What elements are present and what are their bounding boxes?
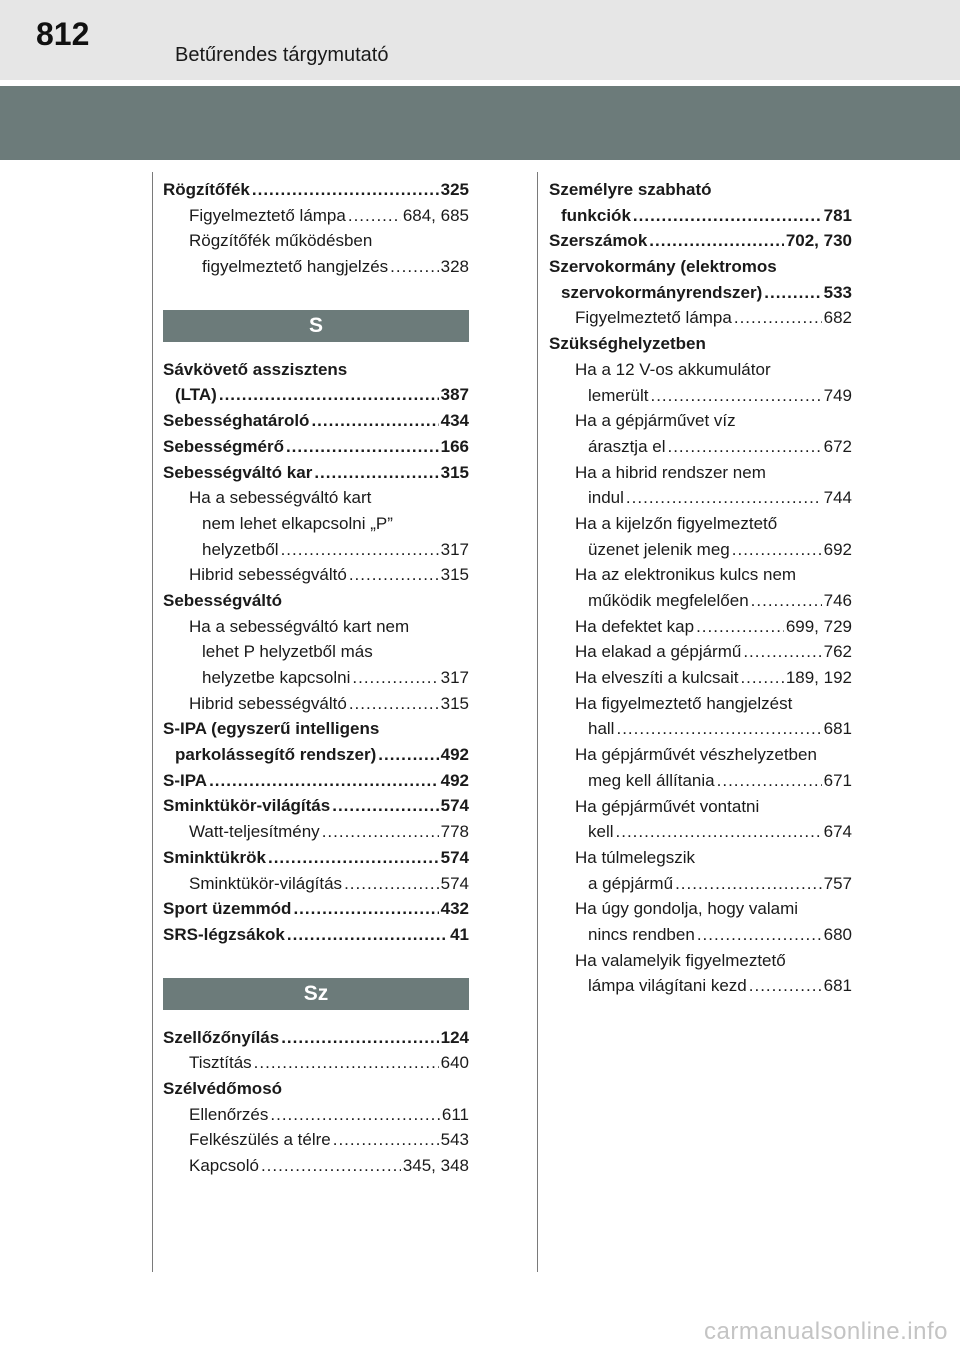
index-entry (549, 588, 852, 614)
watermark: carmanualsonline.info (704, 1318, 948, 1345)
entry-term: Sminktükör-világítás (189, 873, 343, 893)
entries-sz-continued (549, 177, 852, 999)
entry-term: Szervokormány (elektromos (549, 257, 777, 277)
entry-page-ref: 315 (440, 462, 469, 482)
entry-term: Szükséghelyzetben (549, 334, 706, 354)
entry-page-ref: 781 (823, 205, 852, 225)
entry-term: Ha a 12 V-os akkumulátor (575, 359, 771, 379)
index-entry (163, 793, 469, 819)
entry-page-ref: 345, 348 (402, 1156, 469, 1175)
dot-leader (254, 1050, 439, 1076)
dot-leader (675, 871, 822, 897)
entry-page-ref: 317 (440, 668, 469, 687)
index-entry (163, 1076, 469, 1102)
entry-term: Ha a sebességváltó kart nem (189, 616, 410, 636)
entry-term: Ha túlmelegszik (575, 847, 695, 867)
entry-term: Ha elakad a gépjármű (575, 642, 742, 662)
index-entry (549, 331, 852, 357)
index-entry (549, 922, 852, 948)
index-entry (163, 1025, 469, 1051)
entry-page-ref: 702, 730 (785, 231, 852, 251)
entry-term: szervokormányrendszer) (561, 282, 763, 302)
dot-leader (650, 383, 821, 409)
entry-page-ref: 744 (823, 488, 852, 508)
dot-leader (333, 1127, 439, 1153)
entry-page-ref: 387 (440, 385, 469, 405)
dot-leader (717, 768, 822, 794)
index-entry (163, 511, 469, 537)
entries-s (163, 357, 469, 948)
dot-leader (740, 665, 783, 691)
entry-page-ref: 574 (440, 796, 469, 816)
index-entry (163, 588, 469, 614)
entry-page-ref: 166 (440, 436, 469, 456)
entry-page-ref: 611 (441, 1104, 469, 1124)
entry-term: nem lehet elkapcsolni „P” (202, 513, 393, 533)
entry-term: Ha úgy gondolja, hogy valami (575, 899, 799, 919)
index-entry (549, 408, 852, 434)
entry-term: Ha a hibrid rendszer nem (575, 462, 766, 482)
index-entry (163, 691, 469, 717)
dot-leader (667, 434, 821, 460)
index-entry (163, 819, 469, 845)
entry-term: lámpa világítani kezd (588, 976, 747, 996)
entry-term: Ha a gépjárművet víz (575, 411, 736, 431)
entry-term: Ha gépjárművét vészhelyzetben (575, 745, 817, 765)
entry-term: Sminktükör-világítás (163, 796, 331, 816)
page-number: 812 (36, 16, 90, 52)
index-entry (163, 665, 469, 691)
entry-term: Sebességváltó kar (163, 462, 313, 482)
entry-page-ref: 328 (440, 257, 469, 277)
entry-term: Ha az elektronikus kulcs nem (575, 565, 797, 585)
entry-term: Sport üzemmód (163, 899, 292, 919)
dot-leader (270, 1102, 440, 1128)
entry-page-ref: 682 (823, 308, 852, 328)
entry-term: (LTA) (175, 385, 217, 405)
section-header-s: S (163, 310, 469, 342)
index-entry (549, 665, 852, 691)
index-entry (163, 254, 469, 280)
index-entry (549, 537, 852, 563)
index-entry (163, 1127, 469, 1153)
entry-term: Tisztítás (189, 1053, 252, 1073)
dot-leader (743, 639, 821, 665)
entry-term: Szerszámok (549, 231, 648, 251)
entry-term: meg kell állítania (588, 770, 715, 790)
entry-term: árasztja el (588, 436, 666, 456)
entry-term: lemerült (588, 385, 649, 405)
index-entry (163, 203, 469, 229)
entry-page-ref: 746 (823, 591, 852, 610)
entry-page-ref: 692 (823, 539, 852, 559)
entry-term: Sávkövető asszisztens (163, 359, 348, 379)
entry-term: Figyelmeztető lámpa (189, 205, 346, 225)
index-entry (549, 434, 852, 460)
dot-leader (633, 203, 822, 229)
dot-leader (616, 819, 822, 845)
dot-leader (749, 973, 822, 999)
index-entry (163, 871, 469, 897)
index-entry (163, 177, 469, 203)
dot-leader (352, 665, 438, 691)
dot-leader (349, 562, 439, 588)
entry-term: Sebességhatároló (163, 411, 310, 431)
dot-leader (348, 203, 401, 229)
index-entry (163, 614, 469, 640)
index-entry (549, 639, 852, 665)
entry-term: Rögzítőfék (163, 180, 250, 199)
index-entry (163, 716, 469, 742)
entry-term: S-IPA (egyszerű intelligens (163, 719, 380, 739)
index-entry (549, 716, 852, 742)
index-entry (163, 1102, 469, 1128)
index-entry (163, 896, 469, 922)
entry-page-ref: 543 (440, 1130, 469, 1150)
index-entry (549, 228, 852, 254)
entry-term: Ha elveszíti a kulcsait (575, 668, 739, 688)
entry-term: funkciók (561, 205, 631, 225)
dot-leader (626, 485, 822, 511)
index-entry (163, 357, 469, 383)
entry-term: működik megfelelően (588, 591, 749, 610)
entry-page-ref: 315 (440, 693, 469, 713)
entry-term: helyzetbe kapcsolni (202, 668, 351, 687)
index-entry (549, 562, 852, 588)
entry-term: lehet P helyzetből más (202, 642, 373, 662)
entry-page-ref: 315 (440, 565, 469, 585)
dot-leader (764, 280, 821, 306)
dot-leader (314, 460, 438, 486)
entry-page-ref: 434 (440, 411, 469, 431)
index-entry (549, 691, 852, 717)
entry-page-ref: 757 (823, 873, 852, 893)
entry-term: Ha a sebességváltó kart (189, 488, 372, 508)
entry-term: figyelmeztető hangjelzés (202, 257, 389, 277)
entry-term: indul (588, 488, 624, 508)
index-entry (549, 203, 852, 229)
index-entry (549, 357, 852, 383)
index-entry (549, 383, 852, 409)
index-entry (163, 408, 469, 434)
index-entry (549, 948, 852, 974)
section-header-sz: Sz (163, 978, 469, 1010)
entry-term: hall (588, 719, 615, 739)
index-entry (163, 922, 469, 948)
entry-term: Ha figyelmeztető hangjelzést (575, 693, 793, 713)
index-entry (549, 871, 852, 897)
entry-page-ref: 432 (440, 899, 469, 919)
column-divider-left (152, 172, 153, 1272)
entry-term: Rögzítőfék működésben (189, 231, 373, 251)
entry-term: Sebességváltó (163, 590, 283, 610)
dot-leader (286, 434, 439, 460)
entry-term: Watt-teljesítmény (189, 822, 320, 842)
entry-page-ref: 640 (440, 1053, 469, 1073)
entry-term: Sminktükrök (163, 847, 266, 867)
entry-term: Ellenőrzés (189, 1104, 269, 1124)
entry-term: Felkészülés a télre (189, 1130, 331, 1150)
index-entry (163, 434, 469, 460)
index-entry (549, 460, 852, 486)
dot-leader (281, 1025, 438, 1051)
entry-term: parkolássegítő rendszer) (175, 745, 377, 765)
dot-leader (268, 845, 439, 871)
entry-term: Ha valamelyik figyelmeztető (575, 950, 786, 970)
entry-term: nincs rendben (588, 924, 695, 944)
dot-leader (732, 537, 822, 563)
entry-term: Hibrid sebességváltó (189, 565, 347, 585)
entry-term: Ha a kijelzőn figyelmeztető (575, 513, 778, 533)
dot-leader (293, 896, 438, 922)
index-entry (163, 639, 469, 665)
index-entry (549, 485, 852, 511)
page-title: Betűrendes tárgymutató (175, 44, 389, 66)
index-entry (549, 177, 852, 203)
index-entry (549, 614, 852, 640)
entry-term: Ha defektet kap (575, 616, 695, 636)
dot-leader (349, 691, 439, 717)
index-column-right (549, 177, 852, 999)
dot-leader (378, 742, 438, 768)
entry-page-ref: 684, 685 (402, 205, 469, 225)
dot-leader (697, 922, 822, 948)
dot-leader (751, 588, 822, 614)
index-entry (163, 1153, 469, 1179)
index-entry (163, 460, 469, 486)
entry-page-ref: 317 (440, 539, 469, 559)
index-entry (163, 768, 469, 794)
index-entry (163, 562, 469, 588)
dot-leader (311, 408, 438, 434)
entry-term: Hibrid sebességváltó (189, 693, 347, 713)
entry-term: Kapcsoló (189, 1156, 259, 1175)
index-entry (163, 537, 469, 563)
entry-page-ref: 749 (823, 385, 852, 405)
entry-page-ref: 325 (440, 180, 469, 199)
index-entry (549, 254, 852, 280)
column-divider-right (537, 172, 538, 1272)
dot-leader (322, 819, 439, 845)
index-entry (549, 305, 852, 331)
entry-page-ref: 533 (823, 282, 852, 302)
entry-page-ref: 778 (440, 822, 469, 842)
index-entry (163, 1050, 469, 1076)
dot-leader (649, 228, 784, 254)
dot-leader (252, 177, 439, 203)
entry-page-ref: 492 (440, 745, 469, 765)
index-entry (163, 382, 469, 408)
dot-leader (344, 871, 439, 897)
entry-page-ref: 699, 729 (785, 616, 852, 636)
entry-page-ref: 681 (823, 719, 852, 739)
dot-leader (734, 305, 822, 331)
index-entry (549, 973, 852, 999)
entries-r (163, 177, 469, 280)
index-entry (549, 794, 852, 820)
index-entry (549, 768, 852, 794)
entry-term: kell (588, 822, 614, 842)
entry-page-ref: 762 (823, 642, 852, 662)
entry-term: Sebességmérő (163, 436, 284, 456)
entry-term: Ha gépjárművét vontatni (575, 796, 760, 816)
entry-term: Szellőzőnyílás (163, 1027, 280, 1047)
entry-term: Szélvédőmosó (163, 1078, 283, 1098)
index-entry (549, 742, 852, 768)
index-entry (163, 742, 469, 768)
dot-leader (219, 382, 439, 408)
dot-leader (390, 254, 438, 280)
index-entry (163, 845, 469, 871)
entry-page-ref: 671 (823, 770, 852, 790)
entries-sz (163, 1025, 469, 1179)
dot-leader (616, 716, 821, 742)
entry-page-ref: 680 (823, 924, 852, 944)
dot-leader (281, 537, 439, 563)
entry-term: a gépjármű (588, 873, 674, 893)
entry-term: helyzetből (202, 539, 279, 559)
header-band (0, 86, 960, 160)
index-entry (549, 280, 852, 306)
dot-leader (696, 614, 784, 640)
index-entry (163, 228, 469, 254)
index-entry (163, 485, 469, 511)
entry-page-ref: 574 (440, 847, 469, 867)
dot-leader (261, 1153, 401, 1179)
entry-term: üzenet jelenik meg (588, 539, 730, 559)
header-bar (0, 0, 960, 80)
entry-page-ref: 674 (823, 822, 852, 842)
entry-page-ref: 41 (450, 924, 469, 944)
index-entry (549, 896, 852, 922)
entry-term: SRS-légzsákok (163, 924, 285, 944)
entry-page-ref: 681 (823, 976, 852, 996)
entry-term: Személyre szabható (549, 180, 712, 199)
entry-term: S-IPA (163, 770, 208, 790)
index-column-left (163, 177, 469, 1179)
dot-leader (332, 793, 438, 819)
entry-term: Figyelmeztető lámpa (575, 308, 732, 328)
index-entry (549, 511, 852, 537)
entry-page-ref: 189, 192 (785, 668, 852, 688)
index-entry (549, 845, 852, 871)
index-entry (549, 819, 852, 845)
entry-page-ref: 124 (440, 1027, 469, 1047)
dot-leader (287, 922, 448, 948)
entry-page-ref: 672 (823, 436, 852, 456)
dot-leader (209, 768, 439, 794)
entry-page-ref: 574 (440, 873, 469, 893)
entry-page-ref: 492 (440, 770, 469, 790)
